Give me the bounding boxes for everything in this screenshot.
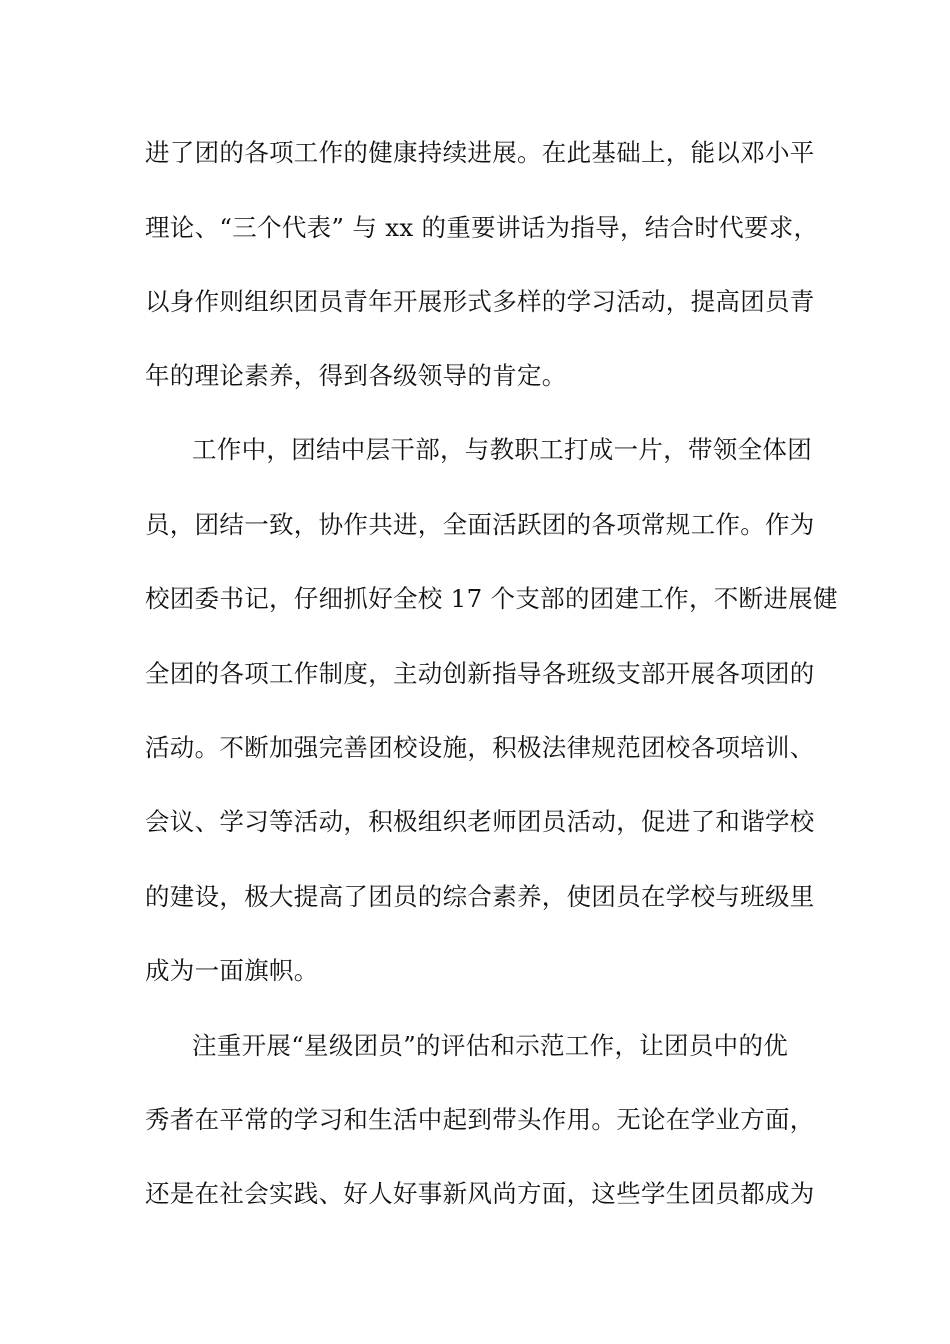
paragraph-2-line-5: 活动。不断加强完善团校设施，积极法律规范团校各项培训、 <box>145 733 815 762</box>
paragraph-2-line-6: 会议、学习等活动，积极组织老师团员活动，促进了和谐学校 <box>145 807 815 836</box>
paragraph-3-line-1: 注重开展“星级团员”的评估和示范工作，让团员中的优 <box>192 1031 789 1060</box>
paragraph-2-line-4: 全团的各项工作制度，主动创新指导各班级支部开展各项团的 <box>145 659 815 688</box>
paragraph-2-line-8: 成为一面旗帜。 <box>145 956 319 985</box>
paragraph-1-line-4: 年的理论素养，得到各级领导的肯定。 <box>145 361 567 390</box>
paragraph-2-line-3: 校团委书记，仔细抓好全校 17 个支部的团建工作，不断进展健 <box>145 584 838 613</box>
paragraph-2-line-1: 工作中，团结中层干部，与教职工打成一片，带领全体团 <box>192 435 812 464</box>
paragraph-3-line-2: 秀者在平常的学习和生活中起到带头作用。无论在学业方面， <box>145 1105 815 1134</box>
paragraph-1-line-2: 理论、“三个代表” 与 xx 的重要讲话为指导，结合时代要求， <box>145 213 819 242</box>
paragraph-3-line-3: 还是在社会实践、好人好事新风尚方面，这些学生团员都成为 <box>145 1179 815 1208</box>
paragraph-2-line-2: 员，团结一致，协作共进，全面活跃团的各项常规工作。作为 <box>145 510 815 539</box>
paragraph-1-line-3: 以身作则组织团员青年开展形式多样的学习活动，提高团员青 <box>145 287 815 316</box>
paragraph-1-line-1: 进了团的各项工作的健康持续进展。在此基础上，能以邓小平 <box>145 138 815 167</box>
paragraph-2-line-7: 的建设，极大提高了团员的综合素养，使团员在学校与班级里 <box>145 882 815 911</box>
